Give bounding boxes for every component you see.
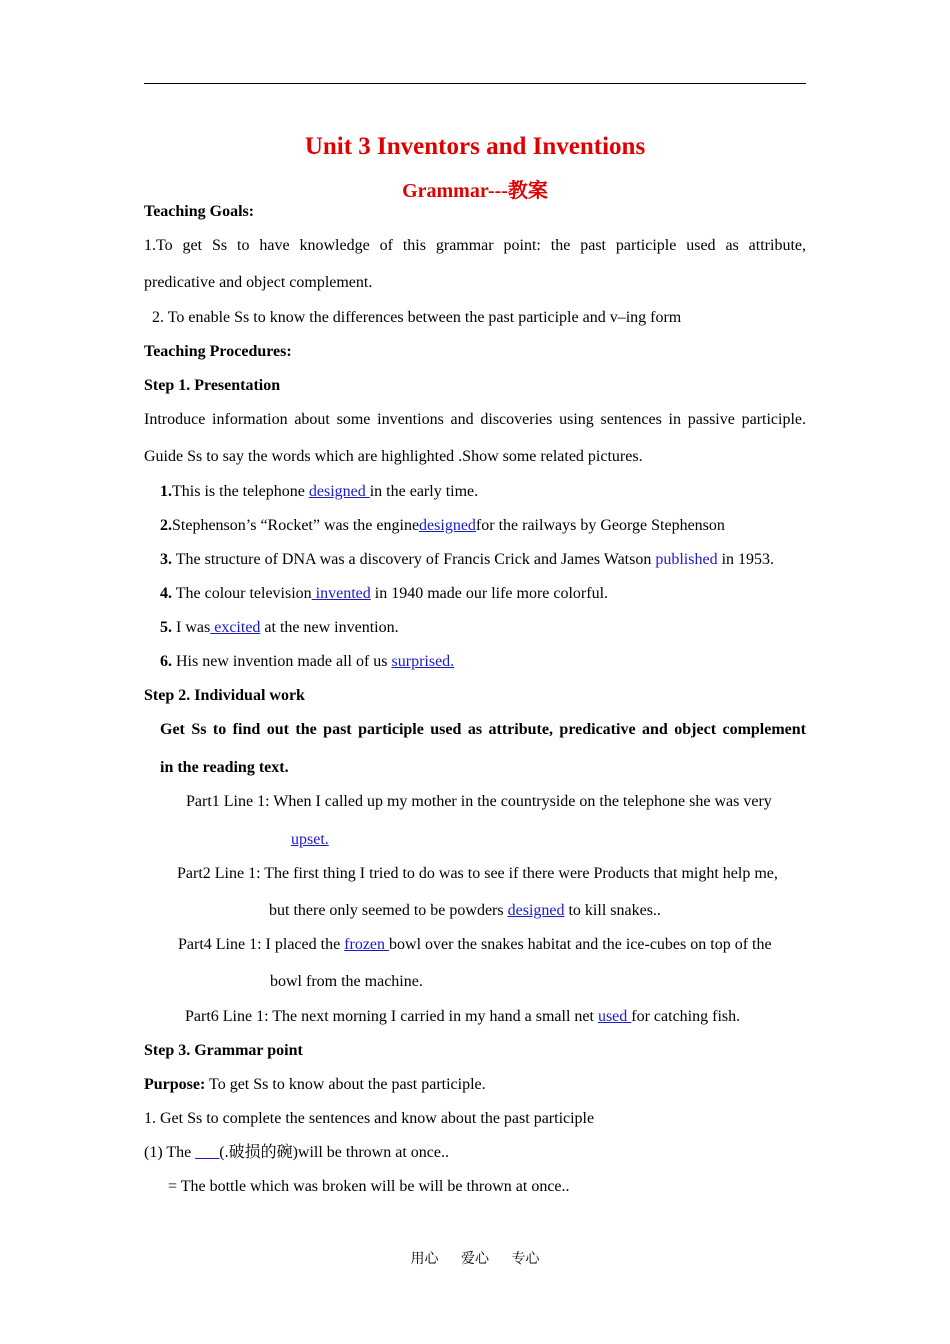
step1-heading: Step 1. Presentation <box>144 377 281 394</box>
highlight-word: frozen <box>344 936 390 953</box>
highlight-word: surprised. <box>391 653 455 670</box>
highlight-word: invented <box>311 585 371 602</box>
highlight-word: upset. <box>291 831 329 848</box>
part1-line: Part1 Line 1: When I called up my mother in the countryside on the telephone she was very <box>186 793 772 810</box>
step2-task-line-1: Get Ss to find out the past participle used as attribute, predicative and object complement <box>160 721 806 738</box>
purpose-line: Purpose: To get Ss to know about the past participle. <box>144 1076 486 1093</box>
step1-intro-line-1: Introduce information about some inventions and discoveries using sentences in passive participle. <box>144 411 806 428</box>
goals-heading: Teaching Goals: <box>144 203 255 220</box>
part4-line-2: bowl from the machine. <box>270 973 423 990</box>
procedures-heading: Teaching Procedures: <box>144 343 292 360</box>
highlight-word: excited <box>210 619 261 636</box>
step2-heading: Step 2. Individual work <box>144 687 305 704</box>
step2-task-line-2: in the reading text. <box>160 759 289 776</box>
page-title: Unit 3 Inventors and Inventions <box>304 133 646 160</box>
example-sentence: 2.Stephenson’s “Rocket” was the enginedesignedfor the railways by George Stephenson <box>160 517 725 534</box>
step1-intro-line-2: Guide Ss to say the words which are highlighted .Show some related pictures. <box>144 448 643 465</box>
example-sentence: 5. I was excited at the new invention. <box>160 619 399 636</box>
step3-item-1: 1. Get Ss to complete the sentences and know about the past participle <box>144 1110 595 1127</box>
header-rule <box>144 83 806 84</box>
exercise-line: (1) The ___(.破损的碗)will be thrown at once.. <box>144 1144 449 1161</box>
example-sentence: 3. The structure of DNA was a discovery of Francis Crick and James Watson published in 1953. <box>160 551 775 568</box>
example-sentence: 1.This is the telephone designed in the early time. <box>160 483 479 500</box>
part2-line: Part2 Line 1: The first thing I tried to do was to see if there were Products that might help me, <box>177 865 778 882</box>
part2-line-2: but there only seemed to be powders designed to kill snakes.. <box>269 902 661 919</box>
goal-2: 2. To enable Ss to know the differences between the past participle and v–ing form <box>152 309 682 326</box>
answer-blank: ___ <box>195 1144 220 1161</box>
highlight-word: published <box>655 551 718 568</box>
page-footer: 用心 爱心 专心 <box>410 1251 540 1267</box>
part6-line: Part6 Line 1: The next morning I carried in my hand a small net used for catching fish. <box>185 1008 741 1025</box>
exercise-equivalent: = The bottle which was broken will be will be thrown at once.. <box>168 1178 570 1195</box>
page-subtitle: Grammar---教案 <box>402 180 548 202</box>
highlight-word: designed <box>308 483 370 500</box>
example-sentence: 4. The colour television invented in 1940 made our life more colorful. <box>160 585 609 602</box>
highlight-word: used <box>597 1008 632 1025</box>
highlight-word: designed <box>419 517 476 534</box>
highlight-word: designed <box>507 902 565 919</box>
part4-line: Part4 Line 1: I placed the frozen bowl over the snakes habitat and the ice-cubes on top of the <box>178 936 772 953</box>
goal-1-line-2: predicative and object complement. <box>144 274 373 291</box>
part1-word <box>291 830 950 850</box>
goal-1-line-1: 1.To get Ss to have knowledge of this grammar point: the past participle used as attribute, <box>144 237 806 254</box>
step3-heading: Step 3. Grammar point <box>144 1042 303 1059</box>
example-sentence: 6. His new invention made all of us surprised. <box>160 653 455 670</box>
